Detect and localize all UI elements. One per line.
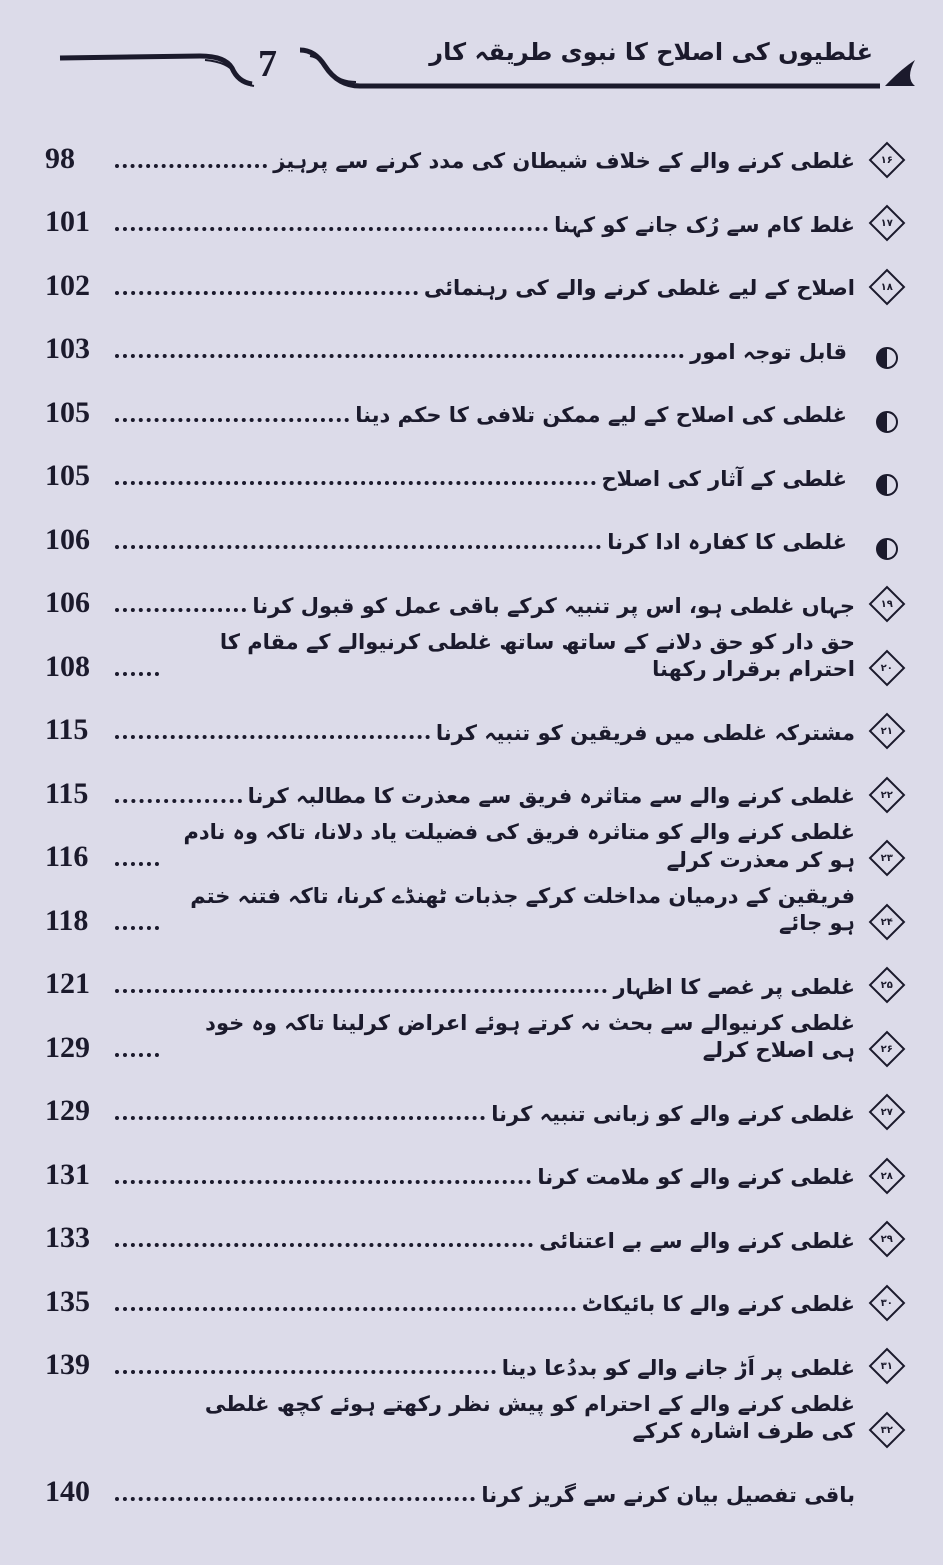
entry-title: غلطی کرنے والے سے بے اعتنائی bbox=[539, 1228, 855, 1253]
bullet-icon-shape bbox=[876, 474, 898, 496]
toc-entry[interactable] bbox=[45, 182, 905, 246]
diamond-icon bbox=[869, 1284, 906, 1321]
entry-index: ۲۹ bbox=[880, 1233, 894, 1245]
bullet-icon-shape bbox=[876, 538, 898, 560]
diamond-icon bbox=[869, 967, 906, 1004]
toc-entry[interactable] bbox=[45, 245, 905, 309]
entry-index: ۲۲ bbox=[880, 789, 894, 800]
entry-page-number: 129 bbox=[45, 1094, 90, 1127]
entry-index: ۳۲ bbox=[880, 1424, 894, 1435]
entry-page-number: 106 bbox=[45, 586, 90, 619]
entry-title: قابل توجہ امور bbox=[690, 339, 847, 364]
entry-title: غلطی کا کفارہ ادا کرنا bbox=[607, 530, 847, 555]
entry-page-number: 101 bbox=[45, 205, 90, 238]
dot-leader bbox=[115, 608, 246, 612]
toc-entry[interactable] bbox=[45, 1325, 905, 1389]
table-of-contents bbox=[45, 118, 905, 1515]
entry-page-number: 105 bbox=[45, 459, 90, 492]
entry-index: ۲۷ bbox=[880, 1106, 894, 1118]
diamond-icon bbox=[869, 713, 906, 750]
toc-entry[interactable] bbox=[45, 1198, 905, 1262]
toc-entry-continuation[interactable] bbox=[45, 1452, 905, 1516]
entry-page-number: 139 bbox=[45, 1348, 90, 1381]
bullet-icon bbox=[869, 523, 905, 559]
dot-leader bbox=[115, 1497, 475, 1501]
entry-index: ۲۵ bbox=[880, 979, 894, 991]
dot-leader bbox=[115, 1053, 159, 1057]
dot-leader bbox=[115, 989, 607, 993]
dot-leader bbox=[115, 672, 159, 676]
entry-title: غلطی کرنے والے کے احترام کو پیش نظر رکھتے ہوئے کچھ غلطی کی طرف اشارہ کرکے bbox=[204, 1391, 855, 1444]
entry-index: ۱۷ bbox=[880, 217, 894, 229]
entry-page-number: 102 bbox=[45, 268, 90, 302]
entry-page-number: 115 bbox=[45, 713, 89, 746]
diamond-number-icon bbox=[869, 713, 905, 749]
dot-leader bbox=[115, 1116, 485, 1120]
diamond-icon bbox=[869, 268, 906, 305]
dot-leader bbox=[115, 1307, 576, 1311]
diamond-icon bbox=[869, 1348, 906, 1385]
entry-title: غلطی کرنے والے کے خلاف شیطان کی مدد کرنے سے پرہیز bbox=[273, 149, 855, 174]
page-number: 7 bbox=[258, 43, 277, 85]
entry-title: فریقین کے درمیان مداخلت کرکے جذبات ٹھنڈے کرنا، تاکہ فتنہ ختم ہو جائے bbox=[190, 883, 855, 936]
diamond-icon bbox=[869, 586, 906, 623]
entry-page-number: 106 bbox=[45, 522, 90, 556]
toc-entry[interactable] bbox=[45, 1388, 905, 1452]
toc-entry[interactable] bbox=[45, 1134, 905, 1198]
entry-index: ۲۴ bbox=[880, 916, 894, 927]
dot-leader bbox=[115, 291, 418, 295]
entry-page-number: 98 bbox=[45, 141, 75, 175]
diamond-number-icon bbox=[869, 967, 905, 1003]
entry-title: غلط کام سے رُک جانے کو کہنا bbox=[554, 212, 855, 237]
diamond-number-icon bbox=[869, 777, 905, 813]
dot-leader bbox=[115, 1370, 496, 1374]
entry-title: غلطی پر غصے کا اظہار bbox=[613, 974, 855, 999]
diamond-number-icon bbox=[869, 1285, 905, 1321]
entry-index: ۲۸ bbox=[880, 1170, 894, 1181]
entry-page-number: 135 bbox=[45, 1284, 90, 1318]
toc-entry[interactable] bbox=[45, 626, 905, 690]
diamond-icon bbox=[869, 1094, 906, 1131]
dot-leader bbox=[115, 545, 601, 549]
diamond-icon bbox=[869, 1030, 906, 1067]
dot-leader bbox=[115, 164, 267, 168]
toc-entry[interactable] bbox=[45, 817, 905, 881]
diamond-icon bbox=[869, 141, 906, 178]
diamond-number-icon bbox=[869, 904, 905, 940]
dot-leader bbox=[115, 735, 430, 739]
entry-index: ۲۰ bbox=[880, 662, 894, 673]
bullet-icon bbox=[869, 459, 905, 495]
dot-leader bbox=[115, 1180, 531, 1184]
diamond-number-icon bbox=[869, 1412, 905, 1448]
entry-title: غلطی کرنے والے کو زبانی تنبیہ کرنا bbox=[491, 1101, 855, 1126]
diamond-number-icon bbox=[869, 269, 905, 305]
entry-page-number: 133 bbox=[45, 1221, 90, 1254]
toc-entry[interactable] bbox=[45, 499, 905, 563]
bullet-icon bbox=[869, 396, 905, 432]
entry-page-number: 105 bbox=[45, 395, 90, 429]
bullet-icon bbox=[869, 332, 905, 368]
toc-entry[interactable] bbox=[45, 1007, 905, 1071]
diamond-icon bbox=[869, 776, 906, 813]
entry-title: غلطی کرنے والے کو متاثرہ فریق کی فضیلت یاد دلانا، تاکہ وہ نادم ہو کر معذرت کرلے bbox=[183, 820, 855, 872]
dot-leader bbox=[115, 926, 159, 930]
entry-title: غلطی کرنے والے کا بائیکاٹ bbox=[581, 1292, 855, 1317]
toc-entry[interactable] bbox=[45, 690, 905, 754]
diamond-number-icon bbox=[869, 1158, 905, 1194]
entry-title: غلطی کی اصلاح کے لیے ممکن تلافی کا حکم دینا bbox=[355, 403, 847, 428]
toc-entry[interactable] bbox=[45, 436, 905, 500]
dot-leader bbox=[115, 418, 349, 422]
entry-index: ۲۳ bbox=[880, 852, 894, 864]
diamond-number-icon bbox=[869, 205, 905, 241]
entry-page-number: 131 bbox=[45, 1157, 90, 1191]
entry-title: غلطی پر اَڑ جانے والے کو بددُعا دینا bbox=[501, 1355, 855, 1380]
entry-title: اصلاح کے لیے غلطی کرنے والے کی رہنمائی bbox=[423, 276, 855, 301]
entry-title: غلطی کرنے والے سے متاثرہ فریق سے معذرت کا مطالبہ کرنا bbox=[247, 784, 855, 809]
entry-title: غلطی کے آثار کی اصلاح bbox=[601, 466, 847, 491]
entry-title: جہاں غلطی ہو، اس پر تنبیہ کرکے باقی عمل کو قبول کرنا bbox=[252, 593, 855, 618]
entry-page-number: 108 bbox=[45, 649, 90, 683]
entry-title: مشترکہ غلطی میں فریقین کو تنبیہ کرنا bbox=[435, 720, 855, 745]
entry-page-number: 118 bbox=[45, 903, 89, 937]
diamond-number-icon bbox=[869, 1031, 905, 1067]
diamond-icon bbox=[869, 1221, 906, 1258]
toc-entry[interactable] bbox=[45, 1071, 905, 1135]
toc-entry[interactable] bbox=[45, 1261, 905, 1325]
dot-leader bbox=[115, 1243, 533, 1247]
diamond-icon bbox=[869, 205, 906, 242]
entry-title: باقی تفصیل بیان کرنے سے گریز کرنا bbox=[481, 1482, 855, 1507]
toc-entry[interactable] bbox=[45, 880, 905, 944]
diamond-number-icon bbox=[869, 586, 905, 622]
toc-entry[interactable] bbox=[45, 118, 905, 182]
dot-leader bbox=[115, 799, 242, 803]
book-title: غلطیوں کی اصلاح کا نبوی طریقہ کار bbox=[429, 38, 873, 66]
running-header bbox=[0, 20, 943, 100]
diamond-number-icon bbox=[869, 650, 905, 686]
entry-index: ۲۶ bbox=[880, 1043, 894, 1054]
dot-leader bbox=[115, 862, 159, 866]
entry-title: غلطی کرنیوالے سے بحث نہ کرتے ہوئے اعراض کرلینا تاکہ وہ خود ہی اصلاح کرلے bbox=[205, 1010, 855, 1063]
bullet-icon-shape bbox=[876, 411, 898, 433]
diamond-icon bbox=[869, 1411, 906, 1448]
diamond-number-icon bbox=[869, 840, 905, 876]
entry-page-number: 116 bbox=[45, 840, 89, 873]
entry-index: ۱۶ bbox=[880, 154, 894, 165]
diamond-number-icon bbox=[869, 1348, 905, 1384]
diamond-icon bbox=[869, 903, 906, 940]
entry-index: ۱۹ bbox=[880, 598, 894, 610]
entry-index: ۲۱ bbox=[880, 725, 894, 737]
bullet-icon-shape bbox=[876, 347, 898, 369]
diamond-icon bbox=[869, 1157, 906, 1194]
dot-leader bbox=[115, 354, 684, 358]
toc-entry[interactable] bbox=[45, 753, 905, 817]
entry-title: حق دار کو حق دلانے کے ساتھ ساتھ غلطی کرنیوالے کے مقام کا احترام برقرار رکھنا bbox=[219, 629, 855, 682]
entry-page-number: 115 bbox=[45, 776, 89, 810]
diamond-icon bbox=[869, 649, 906, 686]
diamond-number-icon bbox=[869, 1221, 905, 1257]
diamond-number-icon bbox=[869, 1094, 905, 1130]
entry-page-number: 103 bbox=[45, 332, 90, 365]
dot-leader bbox=[115, 227, 548, 231]
entry-index: ۳۰ bbox=[880, 1297, 894, 1308]
entry-page-number: 121 bbox=[45, 967, 90, 1000]
entry-index: ۱۸ bbox=[880, 281, 894, 292]
toc-entry[interactable] bbox=[45, 372, 905, 436]
toc-entry[interactable] bbox=[45, 563, 905, 627]
toc-entry[interactable] bbox=[45, 309, 905, 373]
diamond-icon bbox=[869, 840, 906, 877]
toc-entry[interactable] bbox=[45, 944, 905, 1008]
entry-page-number: 129 bbox=[45, 1030, 90, 1064]
diamond-number-icon bbox=[869, 142, 905, 178]
entry-title: غلطی کرنے والے کو ملامت کرنا bbox=[537, 1165, 855, 1190]
entry-index: ۳۱ bbox=[880, 1360, 894, 1372]
entry-page-number: 140 bbox=[45, 1475, 90, 1508]
dot-leader bbox=[115, 481, 596, 485]
